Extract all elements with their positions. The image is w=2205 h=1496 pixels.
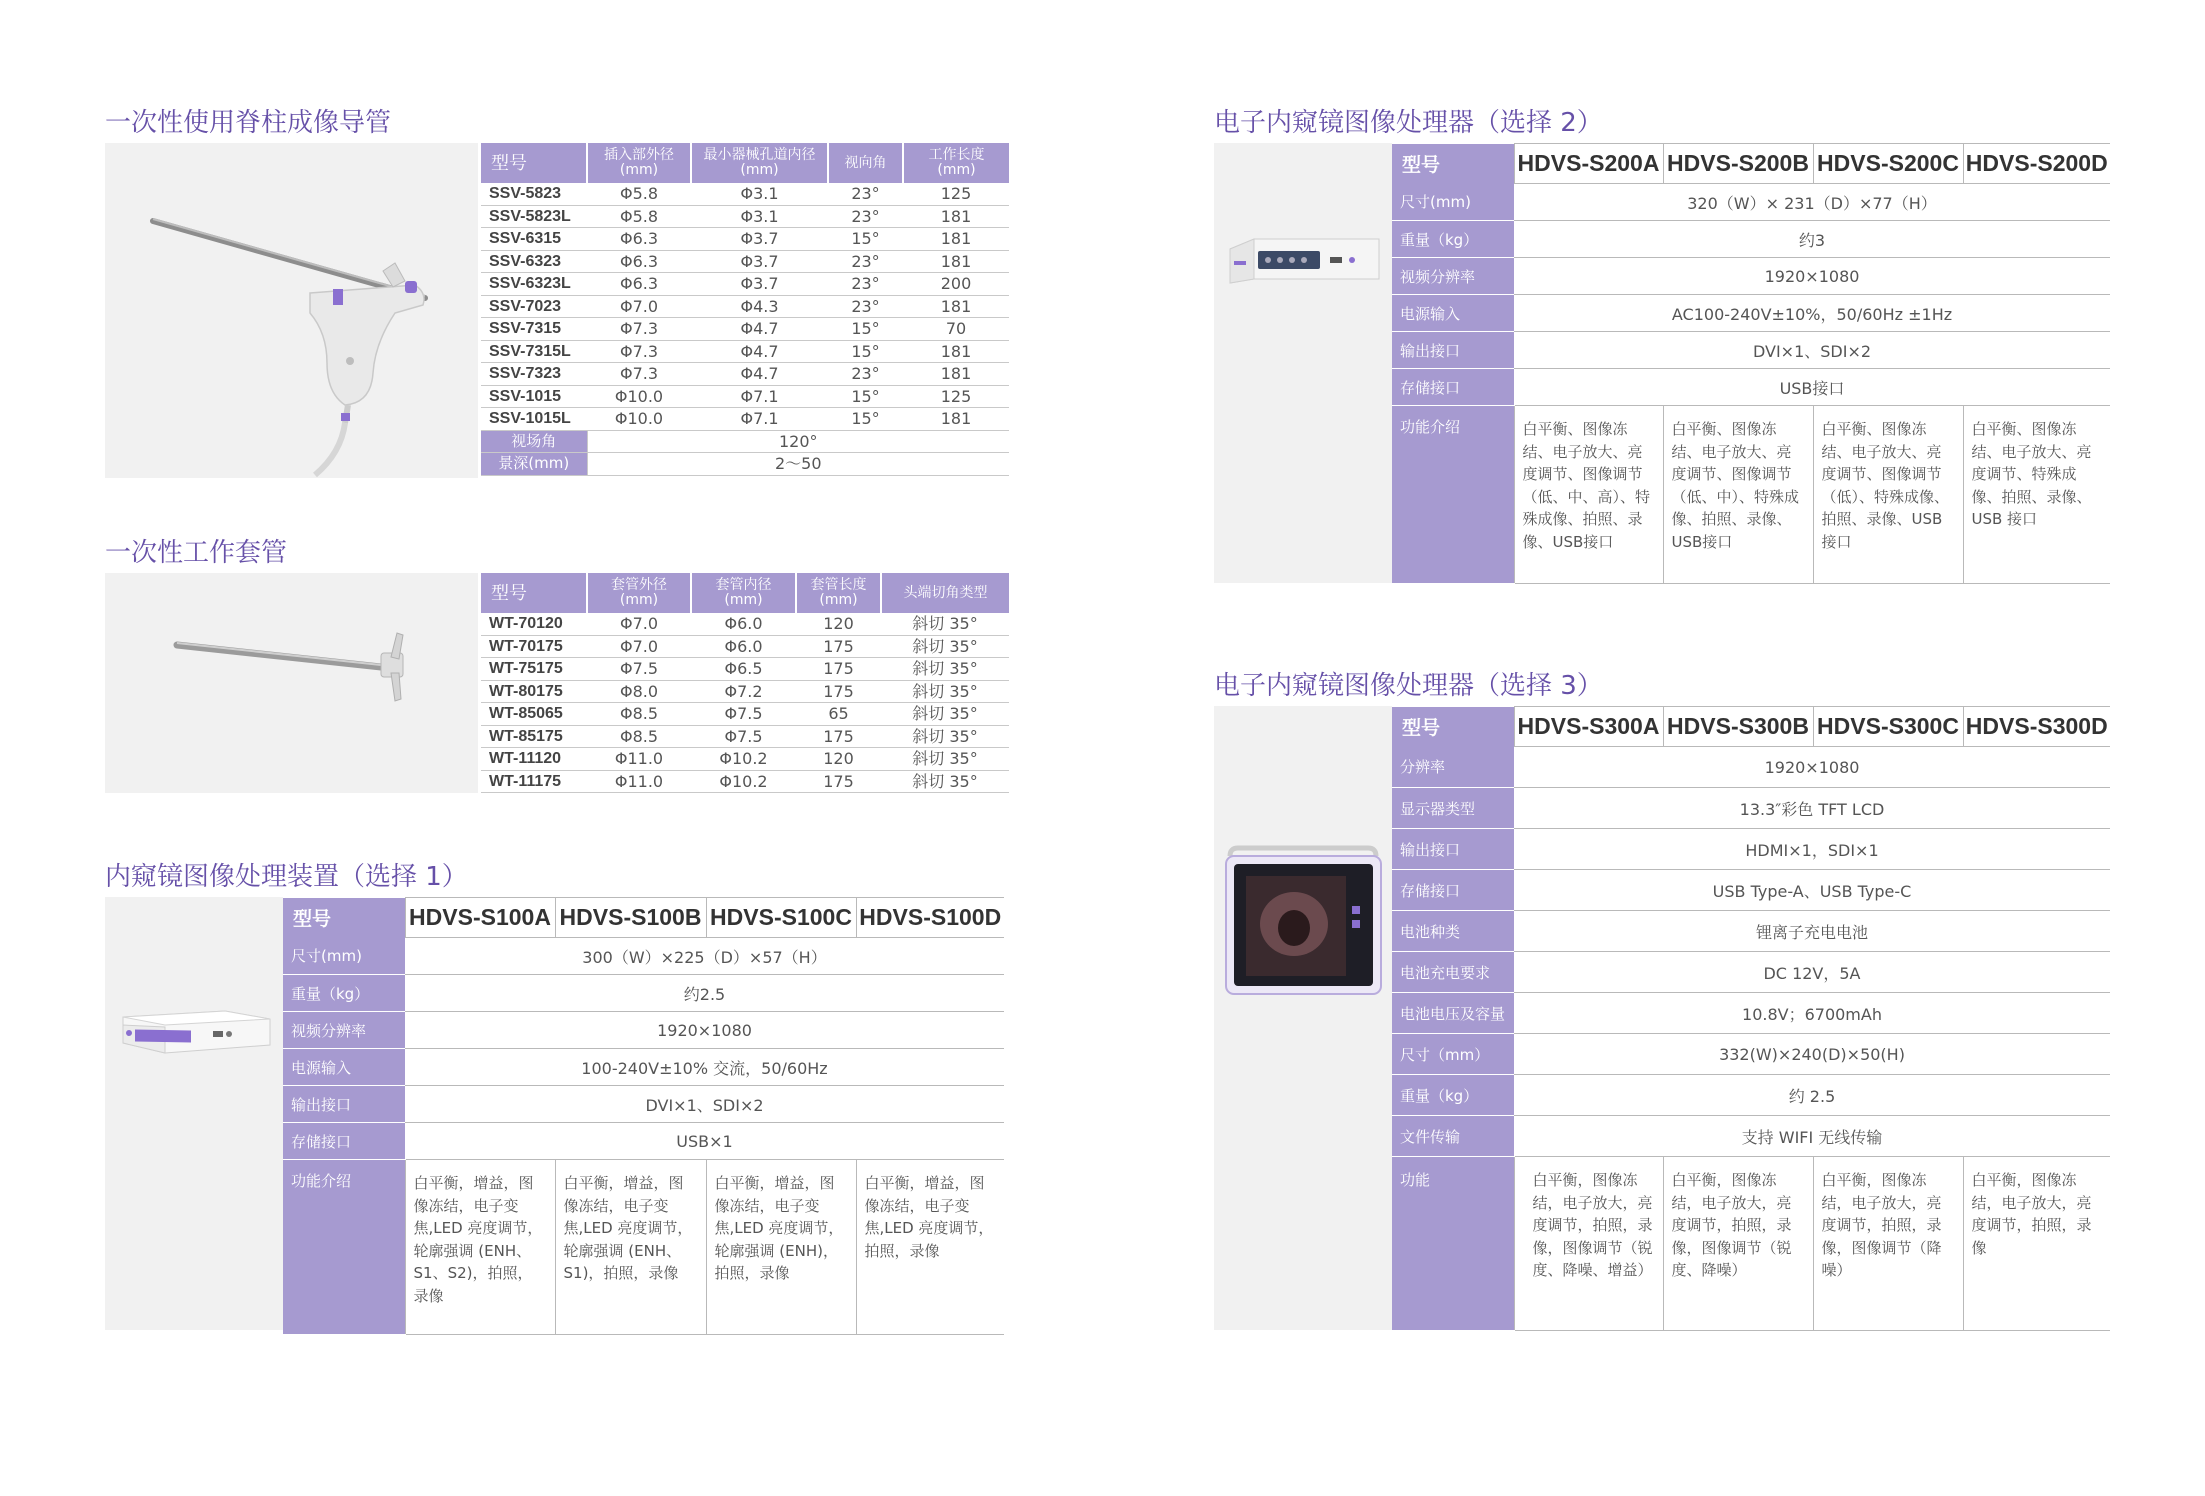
proc2-spec-value: 约3 [1514, 221, 2110, 258]
col-header-outer-diameter: 插入部外径 (mm) [587, 143, 691, 183]
spine-scope-row [481, 228, 1009, 251]
value-cell: Φ4.7 [691, 340, 828, 363]
value-cell: Φ5.8 [587, 183, 691, 205]
proc2-spec-row [1392, 332, 2110, 369]
value-cell: Φ6.3 [587, 273, 691, 296]
proc3-spec-row [1392, 1034, 2110, 1075]
model-cell: SSV-1015 [481, 385, 587, 408]
spine-scope-row [481, 340, 1009, 363]
spine-scope-row [481, 408, 1009, 431]
proc3-model-c: HDVS-S300C [1813, 707, 1963, 747]
proc3-spec-row [1392, 1075, 2110, 1116]
sheath-row [481, 658, 1009, 681]
proc1-spec-value: 1920×1080 [405, 1012, 1004, 1049]
value-cell: Φ10.2 [691, 770, 796, 793]
proc3-feature-c: 白平衡，图像冻结，电子放大，亮度调节，拍照，录像，图像调节（降噪） [1813, 1157, 1963, 1331]
value-cell: 181 [903, 408, 1009, 431]
proc2-feature-d: 白平衡、图像冻结、电子放大、亮度调节、特殊成像、拍照、录像、USB 接口 [1963, 406, 2110, 584]
proc2-spec-label: 输出接口 [1392, 332, 1514, 369]
proc3-spec-label: 文件传输 [1392, 1116, 1514, 1157]
proc1-spec-row [283, 1049, 1004, 1086]
model-cell: SSV-6323L [481, 273, 587, 296]
proc2-feature-label: 功能介绍 [1392, 406, 1514, 584]
value-cell: 15° [828, 340, 903, 363]
model-cell: WT-11175 [481, 770, 587, 793]
proc3-spec-row [1392, 829, 2110, 870]
proc3-model-a: HDVS-S300A [1514, 707, 1663, 747]
spine-scope-row [481, 385, 1009, 408]
proc1-spec-label: 视频分辨率 [283, 1012, 405, 1049]
proc2-spec-value: 320（W）× 231（D）×77（H） [1514, 184, 2110, 221]
value-cell: Φ7.0 [587, 613, 691, 635]
value-cell: 斜切 35° [881, 680, 1009, 703]
proc3-feature-d: 白平衡，图像冻结，电子放大，亮度调节，拍照，录像 [1963, 1157, 2110, 1331]
proc2-model-b: HDVS-S200B [1663, 144, 1813, 184]
value-cell: 175 [796, 770, 881, 793]
proc3-image [1214, 706, 1392, 1330]
proc3-spec-value: 锂离子充电电池 [1514, 911, 2110, 952]
proc3-spec-value: 332(W)×240(D)×50(H) [1514, 1034, 2110, 1075]
proc3-spec-value: 10.8V；6700mAh [1514, 993, 2110, 1034]
value-cell: 15° [828, 385, 903, 408]
value-cell: Φ8.5 [587, 725, 691, 748]
value-cell: 15° [828, 228, 903, 251]
value-cell: 175 [796, 725, 881, 748]
spine-scope-image [105, 143, 478, 478]
value-cell: 175 [796, 658, 881, 681]
depth-label: 景深(mm) [481, 453, 587, 476]
proc3-model-label: 型号 [1392, 707, 1514, 747]
value-cell: Φ6.3 [587, 250, 691, 273]
proc1-spec-label: 存储接口 [283, 1123, 405, 1160]
proc1-model-b: HDVS-S100B [555, 898, 706, 938]
value-cell: 175 [796, 635, 881, 658]
spine-scope-illustration-icon [105, 143, 478, 478]
proc3-spec-row [1392, 870, 2110, 911]
sheath-row [481, 748, 1009, 771]
value-cell: Φ5.8 [587, 205, 691, 228]
proc2-spec-value: DVI×1、SDI×2 [1514, 332, 2110, 369]
depth-value: 2～50 [587, 453, 1009, 476]
value-cell: 65 [796, 703, 881, 726]
proc1-spec-label: 尺寸(mm) [283, 938, 405, 975]
value-cell: Φ6.3 [587, 228, 691, 251]
proc2-feature-a: 白平衡、图像冻结、电子放大、亮度调节、图像调节（低、中、高）、特殊成像、拍照、录像、USB接口 [1514, 406, 1663, 584]
proc1-model-d: HDVS-S100D [856, 898, 1004, 938]
section-title-proc1: 内窥镜图像处理装置（选择 1） [105, 862, 468, 892]
section-title-proc3: 电子内窥镜图像处理器（选择 3） [1214, 671, 1603, 701]
proc1-feature-d: 白平衡，增益，图像冻结，电子变焦,LED 亮度调节，拍照，录像 [856, 1160, 1004, 1335]
proc3-spec-label: 存储接口 [1392, 870, 1514, 911]
value-cell: Φ4.3 [691, 295, 828, 318]
value-cell: 200 [903, 273, 1009, 296]
model-cell: SSV-6323 [481, 250, 587, 273]
value-cell: Φ7.3 [587, 318, 691, 341]
value-cell: Φ11.0 [587, 748, 691, 771]
model-cell: SSV-5823L [481, 205, 587, 228]
proc2-image [1214, 143, 1392, 583]
proc3-spec-value: 13.3″彩色 TFT LCD [1514, 788, 2110, 829]
proc2-spec-label: 重量（kg） [1392, 221, 1514, 258]
proc3-spec-row [1392, 911, 2110, 952]
value-cell: 23° [828, 273, 903, 296]
spine-scope-row [481, 205, 1009, 228]
value-cell: 181 [903, 340, 1009, 363]
value-cell: Φ3.1 [691, 183, 828, 205]
sheath-col-inner: 套管内径 (mm) [691, 573, 796, 613]
sheath-col-length: 套管长度 (mm) [796, 573, 881, 613]
proc2-spec-row [1392, 369, 2110, 406]
proc1-spec-value: DVI×1、SDI×2 [405, 1086, 1004, 1123]
proc2-spec-value: AC100-240V±10%，50/60Hz ±1Hz [1514, 295, 2110, 332]
value-cell: Φ11.0 [587, 770, 691, 793]
fov-label: 视场角 [481, 430, 587, 453]
value-cell: Φ3.7 [691, 250, 828, 273]
value-cell: Φ7.1 [691, 385, 828, 408]
value-cell: Φ10.0 [587, 408, 691, 431]
value-cell: 斜切 35° [881, 748, 1009, 771]
model-cell: WT-75175 [481, 658, 587, 681]
proc3-model-b: HDVS-S300B [1663, 707, 1813, 747]
value-cell: Φ10.2 [691, 748, 796, 771]
value-cell: Φ7.5 [587, 658, 691, 681]
value-cell: 23° [828, 250, 903, 273]
model-cell: SSV-6315 [481, 228, 587, 251]
proc2-spec-row [1392, 258, 2110, 295]
model-cell: SSV-7323 [481, 363, 587, 386]
sheath-row [481, 725, 1009, 748]
value-cell: 181 [903, 228, 1009, 251]
sheath-image [105, 573, 478, 793]
spine-scope-row [481, 363, 1009, 386]
value-cell: 181 [903, 295, 1009, 318]
proc2-spec-row [1392, 295, 2110, 332]
proc2-spec-label: 存储接口 [1392, 369, 1514, 406]
proc3-model-d: HDVS-S300D [1963, 707, 2110, 747]
proc1-spec-row [283, 975, 1004, 1012]
value-cell: 斜切 35° [881, 770, 1009, 793]
value-cell: Φ7.1 [691, 408, 828, 431]
sheath-col-model: 型号 [481, 573, 587, 613]
proc1-feature-a: 白平衡，增益，图像冻结，电子变焦,LED 亮度调节，轮廓强调 (ENH、S1、S2)，拍照，录像 [405, 1160, 555, 1335]
value-cell: Φ8.5 [587, 703, 691, 726]
value-cell: Φ7.2 [691, 680, 796, 703]
proc2-model-label: 型号 [1392, 144, 1514, 184]
proc1-spec-value: USB×1 [405, 1123, 1004, 1160]
proc2-spec-label: 视频分辨率 [1392, 258, 1514, 295]
sheath-row [481, 703, 1009, 726]
spine-scope-row [481, 295, 1009, 318]
sheath-illustration-icon [105, 573, 478, 793]
value-cell: 斜切 35° [881, 725, 1009, 748]
model-cell: WT-80175 [481, 680, 587, 703]
value-cell: 23° [828, 363, 903, 386]
model-cell: WT-85065 [481, 703, 587, 726]
value-cell: Φ7.3 [587, 340, 691, 363]
proc1-image [105, 897, 283, 1330]
proc1-spec-row [283, 1012, 1004, 1049]
proc1-spec-label: 输出接口 [283, 1086, 405, 1123]
value-cell: Φ4.7 [691, 318, 828, 341]
fov-value: 120° [587, 430, 1009, 453]
value-cell: Φ3.7 [691, 228, 828, 251]
proc2-model-a: HDVS-S200A [1514, 144, 1663, 184]
section-title-spine-scope: 一次性使用脊柱成像导管 [105, 108, 392, 138]
proc1-spec-value: 300（W）×225（D）×57（H） [405, 938, 1004, 975]
value-cell: 15° [828, 318, 903, 341]
proc2-spec-label: 尺寸(mm) [1392, 184, 1514, 221]
proc2-spec-value: USB接口 [1514, 369, 2110, 406]
col-header-view-angle: 视向角 [828, 143, 903, 183]
proc3-spec-label: 电池充电要求 [1392, 952, 1514, 993]
proc3-feature-label: 功能 [1392, 1157, 1514, 1331]
model-cell: SSV-7315 [481, 318, 587, 341]
proc3-spec-row [1392, 747, 2110, 788]
proc3-spec-value: DC 12V，5A [1514, 952, 2110, 993]
value-cell: 23° [828, 295, 903, 318]
model-cell: WT-70120 [481, 613, 587, 635]
sheath-table [481, 573, 1009, 793]
value-cell: Φ8.0 [587, 680, 691, 703]
proc3-spec-value: 约 2.5 [1514, 1075, 2110, 1116]
col-header-model: 型号 [481, 143, 587, 183]
sheath-row [481, 770, 1009, 793]
spine-scope-row [481, 183, 1009, 205]
proc3-spec-value: 1920×1080 [1514, 747, 2110, 788]
spine-scope-row [481, 250, 1009, 273]
proc2-spec-label: 电源输入 [1392, 295, 1514, 332]
value-cell: Φ6.0 [691, 635, 796, 658]
proc2-table [1392, 143, 2110, 584]
value-cell: 120 [796, 748, 881, 771]
sheath-row [481, 613, 1009, 635]
proc1-spec-row [283, 1123, 1004, 1160]
proc3-spec-label: 显示器类型 [1392, 788, 1514, 829]
value-cell: Φ3.7 [691, 273, 828, 296]
proc1-model-a: HDVS-S100A [405, 898, 555, 938]
proc3-spec-label: 分辨率 [1392, 747, 1514, 788]
proc3-spec-value: HDMI×1，SDI×1 [1514, 829, 2110, 870]
proc2-model-d: HDVS-S200D [1963, 144, 2110, 184]
model-cell: SSV-1015L [481, 408, 587, 431]
proc2-spec-value: 1920×1080 [1514, 258, 2110, 295]
value-cell: 120 [796, 613, 881, 635]
proc3-spec-label: 重量（kg） [1392, 1075, 1514, 1116]
proc3-feature-b: 白平衡，图像冻结，电子放大，亮度调节，拍照，录像，图像调节（锐度、降噪） [1663, 1157, 1813, 1331]
proc2-feature-c: 白平衡、图像冻结、电子放大、亮度调节、图像调节（低）、特殊成像、拍照、录像、USB 接口 [1813, 406, 1963, 584]
value-cell: 斜切 35° [881, 703, 1009, 726]
value-cell: Φ7.5 [691, 703, 796, 726]
proc3-table [1392, 706, 2110, 1331]
value-cell: 斜切 35° [881, 658, 1009, 681]
model-cell: WT-70175 [481, 635, 587, 658]
model-cell: SSV-5823 [481, 183, 587, 205]
spine-scope-row [481, 318, 1009, 341]
proc2-spec-row [1392, 221, 2110, 258]
proc3-spec-row [1392, 788, 2110, 829]
value-cell: Φ6.5 [691, 658, 796, 681]
sheath-col-outer: 套管外径 (mm) [587, 573, 691, 613]
proc3-tablet-icon [1214, 706, 1392, 1330]
proc1-model-label: 型号 [283, 898, 405, 938]
proc1-table [283, 897, 1004, 1335]
proc1-feature-c: 白平衡，增益，图像冻结，电子变焦,LED 亮度调节，轮廓强调 (ENH)，拍照，录像 [706, 1160, 856, 1335]
value-cell: 70 [903, 318, 1009, 341]
value-cell: Φ3.1 [691, 205, 828, 228]
proc1-device-icon [105, 897, 283, 1330]
value-cell: 181 [903, 205, 1009, 228]
model-cell: SSV-7023 [481, 295, 587, 318]
model-cell: WT-85175 [481, 725, 587, 748]
proc3-spec-row [1392, 952, 2110, 993]
value-cell: 181 [903, 363, 1009, 386]
value-cell: Φ7.3 [587, 363, 691, 386]
proc1-spec-label: 电源输入 [283, 1049, 405, 1086]
proc3-spec-label: 输出接口 [1392, 829, 1514, 870]
proc3-spec-row [1392, 1116, 2110, 1157]
value-cell: Φ10.0 [587, 385, 691, 408]
proc2-device-icon [1214, 143, 1392, 583]
proc3-spec-value: 支持 WIFI 无线传输 [1514, 1116, 2110, 1157]
proc1-model-c: HDVS-S100C [706, 898, 856, 938]
value-cell: Φ7.0 [587, 295, 691, 318]
proc1-spec-value: 100-240V±10% 交流，50/60Hz [405, 1049, 1004, 1086]
proc3-feature-a: 白平衡，图像冻结，电子放大，亮度调节，拍照，录像，图像调节（锐度、降噪、增益） [1514, 1157, 1663, 1331]
proc1-spec-row [283, 1086, 1004, 1123]
sheath-row [481, 680, 1009, 703]
value-cell: Φ4.7 [691, 363, 828, 386]
spine-scope-table [481, 143, 1009, 476]
value-cell: 斜切 35° [881, 613, 1009, 635]
proc2-feature-b: 白平衡、图像冻结、电子放大、亮度调节、图像调节（低、中）、特殊成像、拍照、录像、USB接口 [1663, 406, 1813, 584]
section-title-proc2: 电子内窥镜图像处理器（选择 2） [1214, 108, 1603, 138]
value-cell: 23° [828, 205, 903, 228]
proc3-spec-label: 电池种类 [1392, 911, 1514, 952]
value-cell: Φ7.5 [691, 725, 796, 748]
proc2-model-c: HDVS-S200C [1813, 144, 1963, 184]
value-cell: 175 [796, 680, 881, 703]
value-cell: Φ6.0 [691, 613, 796, 635]
value-cell: 23° [828, 183, 903, 205]
sheath-col-tip: 头端切角类型 [881, 573, 1009, 613]
value-cell: 15° [828, 408, 903, 431]
proc3-spec-label: 尺寸（mm） [1392, 1034, 1514, 1075]
proc3-spec-row [1392, 993, 2110, 1034]
value-cell: Φ7.0 [587, 635, 691, 658]
value-cell: 125 [903, 183, 1009, 205]
proc1-spec-row [283, 938, 1004, 975]
model-cell: WT-11120 [481, 748, 587, 771]
proc1-spec-value: 约2.5 [405, 975, 1004, 1012]
proc1-feature-label: 功能介绍 [283, 1160, 405, 1335]
col-header-work-length: 工作长度 (mm) [903, 143, 1009, 183]
sheath-row [481, 635, 1009, 658]
proc1-feature-b: 白平衡，增益，图像冻结，电子变焦,LED 亮度调节，轮廓强调 (ENH、S1)，拍照，录像 [555, 1160, 706, 1335]
col-header-channel: 最小器械孔道内径 (mm) [691, 143, 828, 183]
proc3-spec-value: USB Type-A、USB Type-C [1514, 870, 2110, 911]
proc3-spec-label: 电池电压及容量 [1392, 993, 1514, 1034]
value-cell: 125 [903, 385, 1009, 408]
value-cell: 斜切 35° [881, 635, 1009, 658]
value-cell: 181 [903, 250, 1009, 273]
section-title-sheath: 一次性工作套管 [105, 538, 288, 568]
spine-scope-row [481, 273, 1009, 296]
proc2-spec-row [1392, 184, 2110, 221]
model-cell: SSV-7315L [481, 340, 587, 363]
proc1-spec-label: 重量（kg） [283, 975, 405, 1012]
